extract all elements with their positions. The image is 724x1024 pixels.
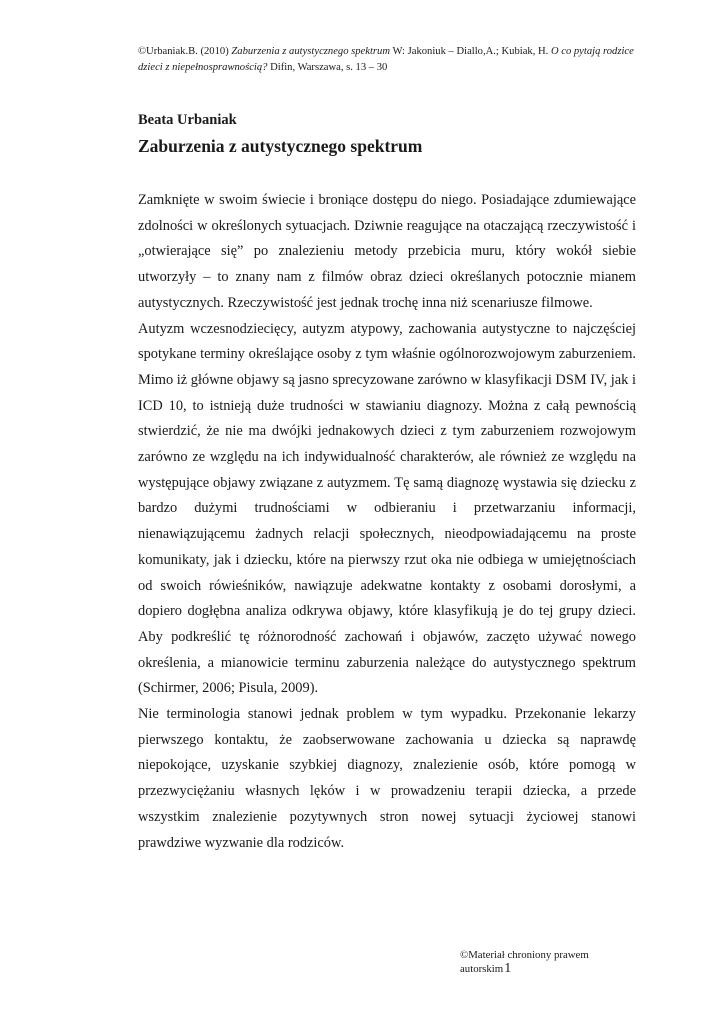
citation-header — [138, 44, 658, 75]
paragraph-1: Zamknięte w swoim świecie i broniące dostępu do niego. Posiadające zdumiewające zdolności w określonych sytuacjach. Dziwnie reagujące na otaczającą rzeczywistość i „otwierające się” po znalezieniu metody przebicia muru, który wokół siebie utworzyły – to znany nam z filmów obraz dzieci określanych potocznie mianem autystycznych. Rzeczywistość jest jednak trochę inna niż scenariusze filmowe. — [138, 192, 636, 311]
body-text — [138, 188, 636, 856]
document-title: Zaburzenia z autystycznego spektrum — [138, 136, 423, 156]
citation-prefix: ©Urbaniak.B. (2010) — [138, 46, 232, 57]
author-name: Beata Urbaniak — [138, 112, 237, 128]
citation-editors: W: Jakoniuk – Diallo,A.; Kubiak, H. — [389, 46, 551, 57]
citation-chapter-title: Zaburzenia z autystycznego spektrum — [231, 46, 390, 57]
paragraph-2: Autyzm wczesnodziecięcy, autyzm atypowy, zachowania autystyczne to najczęściej spotykane terminy określające osoby z tym właśnie ogólnorozwojowym zaburzeniem. Mimo iż główne objawy są jasno sprecyzowane zarówno w klasyfikacji DSM IV, jak i ICD 10, to istnieją duże trudności w stawianiu diagnozy. Można z całą pewnością stwierdzić, że nie ma dwójki jednakowych dzieci z tym zaburzeniem rozwojowym zarówno ze względu na ich indywidualność charakterów, ale również ze względu na występujące objawy związane z autyzmem. Tę samą diagnozę wystawia się dziecku z bardzo dużymi trudnościami w odbieraniu i przetwarzaniu informacji, nienawiązującemu żadnych relacji społecznych, nieodpowiadającemu na proste komunikaty, jak i dziecku, które na pierwszy rzut oka nie odbiega w umiejętnościach od swoich rówieśników, nawiązuje adekwatne kontakty z osobami dorosłymi, a dopiero dogłębna analiza odkrywa objawy, które klasyfikują je do tej grupy dzieci. Aby podkreślić tę różnorodność zachowań i objawów, zaczęto używać nowego określenia, a mianowicie terminu zaburzenia należące do autystycznego spektrum (Schirmer, 2006; Pisula, 2009). — [138, 320, 636, 697]
paragraph-3: Nie terminologia stanowi jednak problem w tym wypadku. Przekonanie lekarzy pierwszego kontaktu, że zaobserwowane zachowania u dziecka są naprawdę niepokojące, uzyskanie szybkiej diagnozy, znalezienie osób, które pomogą w przezwyciężaniu własnych lęków i w prowadzeniu terapii dziecka, a przede wszystkim znalezienie pozytywnych stron nowej sytuacji życiowej stanowi prawdziwe wyzwanie dla rodziców. — [138, 706, 636, 851]
page-footer — [460, 949, 640, 977]
copyright-notice: ©Materiał chroniony prawem autorskim — [460, 949, 589, 975]
citation-publisher: Difin, Warszawa, s. 13 – 30 — [267, 61, 388, 73]
page-number: 1 — [504, 961, 512, 976]
citation-book-title: O co pytają rodzice dzieci z niepełnosprawnością? — [138, 46, 634, 73]
